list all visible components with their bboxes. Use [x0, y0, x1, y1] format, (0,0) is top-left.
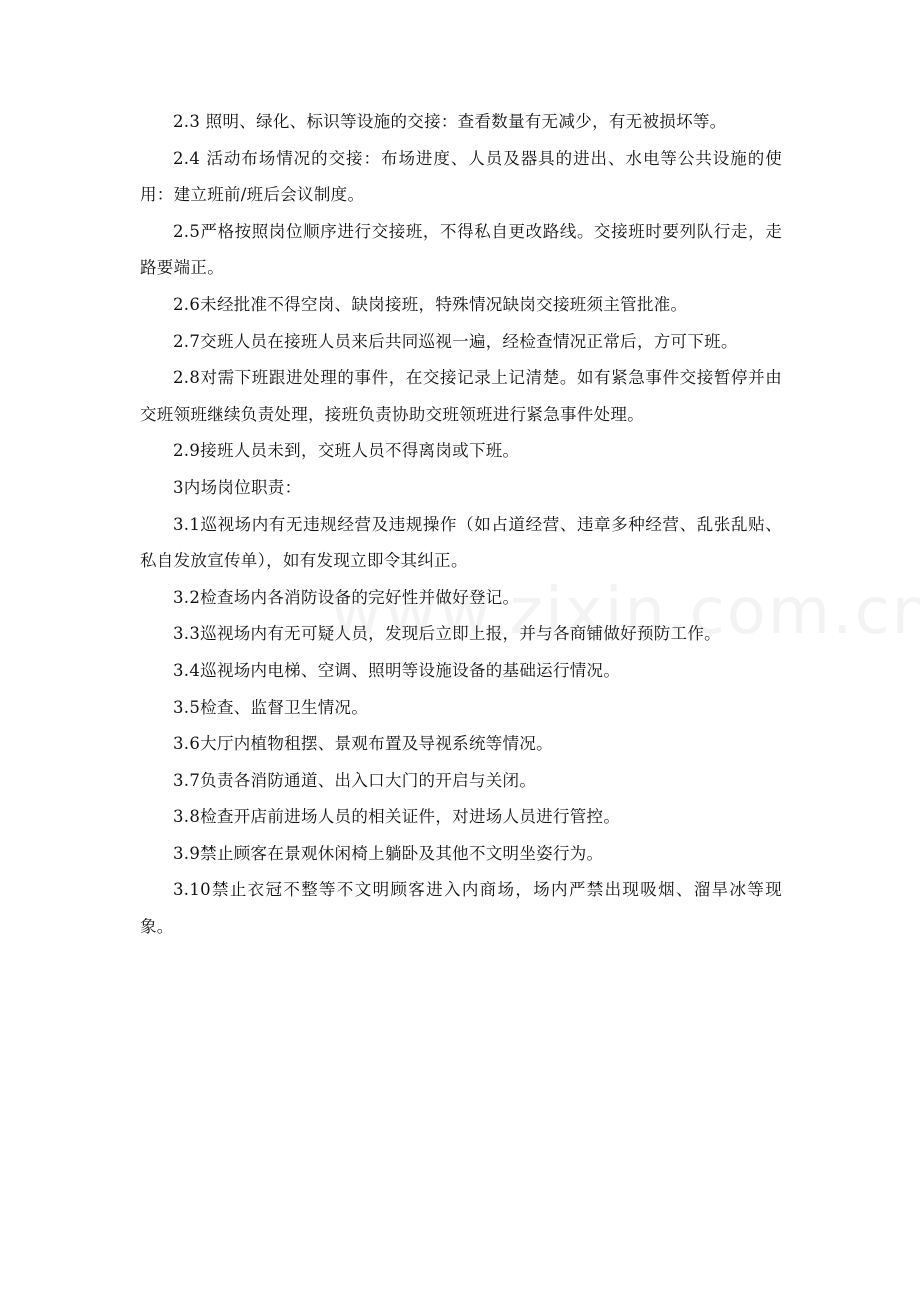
paragraph-2-8: 2.8对需下班跟进处理的事件，在交接记录上记清楚。如有紧急事件交接暂停并由交班领班继续负责处理，接班负责协助交班领班进行紧急事件处理。	[140, 368, 782, 424]
paragraph-2-3: 2.3 照明、绿化、标识等设施的交接：查看数量有无减少，有无被损坏等。	[173, 112, 727, 131]
paragraph-3-10: 3.10禁止衣冠不整等不文明顾客进入内商场，场内严禁出现吸烟、溜旱冰等现象。	[140, 880, 782, 937]
paragraph-3-8: 3.8检查开店前进场人员的相关证件，对进场人员进行管控。	[173, 807, 621, 827]
paragraph-2-9: 2.9接班人员未到，交班人员不得离岗或下班。	[173, 441, 520, 461]
paragraph-3-9: 3.9禁止顾客在景观休闲椅上躺卧及其他不文明坐姿行为。	[173, 843, 604, 863]
paragraph-3-3: 3.3巡视场内有无可疑人员，发现后立即上报，并与各商铺做好预防工作。	[173, 624, 721, 644]
paragraph-3-7: 3.7负责各消防通道、出入口大门的开启与关闭。	[173, 770, 537, 790]
paragraph-3-2: 3.2检查场内各消防设备的完好性并做好登记。	[173, 587, 520, 607]
paragraph-2-5: 2.5严格按照岗位顺序进行交接班，不得私自更改路线。交接班时要列队行走，走路要端正。	[140, 221, 782, 278]
paragraph-3-6: 3.6大厅内植物租摆、景观布置及导视系统等情况。	[173, 734, 553, 754]
paragraph-2-7: 2.7交班人员在接班人员来后共同巡视一遍，经检查情况正常后，方可下班。	[173, 331, 738, 351]
paragraph-2-4: 2.4 活动布场情况的交接：布场进度、人员及器具的进出、水电等公共设施的使用：建立班前/班后会议制度。	[140, 148, 782, 205]
paragraph-3-5: 3.5检查、监督卫生情况。	[173, 697, 369, 717]
paragraph-2-6: 2.6未经批准不得空岗、缺岗接班，特殊情况缺岗交接班须主管批准。	[173, 294, 688, 314]
paragraph-3-1: 3.1巡视场内有无违规经营及违规操作（如占道经营、违章多种经营、乱张乱贴、私自发放宣传单），如有发现立即令其纠正。	[140, 514, 782, 571]
document-body	[140, 104, 782, 946]
paragraph-3-4: 3.4巡视场内电梯、空调、照明等设施设备的基础运行情况。	[173, 660, 621, 680]
section-heading-3: 3内场岗位职责：	[173, 477, 302, 497]
